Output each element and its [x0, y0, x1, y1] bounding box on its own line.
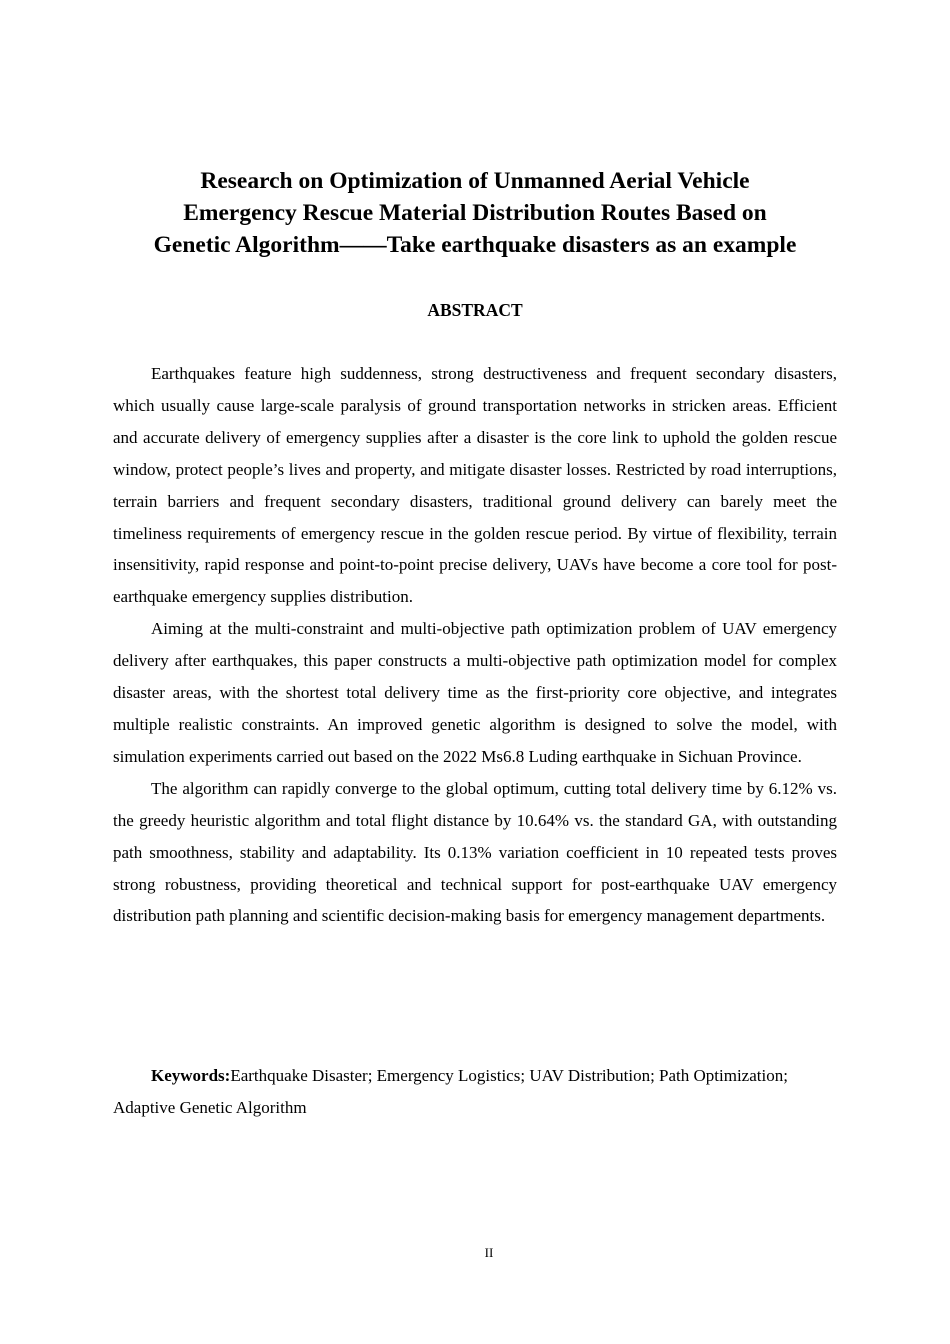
keywords-line [113, 1060, 837, 1124]
abstract-paragraph-1: Earthquakes feature high suddenness, strong destructiveness and frequent secondary disasters, which usually cause large-scale paralysis of ground transportation networks in stricken areas. Efficient and accurate delivery of emergency supplies after a disaster is the core link to uphold the golden rescue window, protect people’s lives and property, and mitigate disaster losses. Restricted by road interruptions, terrain barriers and frequent secondary disasters, traditional ground delivery can barely meet the timeliness requirements of emergency rescue in the golden rescue period. By virtue of flexibility, terrain insensitivity, rapid response and point-to-point precise delivery, UAVs have become a core tool for post-earthquake emergency supplies distribution. [113, 364, 837, 607]
abstract-paragraph-3: The algorithm can rapidly converge to the global optimum, cutting total delivery time by 6.12% vs. the greedy heuristic algorithm and total flight distance by 10.64% vs. the standard GA, with outstanding path smoothness, stability and adaptability. Its 0.13% variation coefficient in 10 repeated tests proves strong robustness, providing theoretical and technical support for post-earthquake UAV emergency distribution path planning and scientific decision-making basis for emergency management departments. [113, 778, 837, 926]
abstract-body [113, 358, 837, 932]
title-line-2: Emergency Rescue Material Distribution Routes Based on [183, 200, 767, 226]
abstract-heading: ABSTRACT [427, 300, 523, 320]
page-number: II [484, 1245, 494, 1260]
keywords-label: Keywords: [151, 1066, 231, 1085]
title-line-3: Genetic Algorithm——Take earthquake disasters as an example [153, 232, 797, 258]
abstract-paragraph-2: Aiming at the multi-constraint and multi-objective path optimization problem of UAV emergency delivery after earthquakes, this paper constructs a multi-objective path optimization model for complex disaster areas, with the shortest total delivery time as the first-priority core objective, and integrates multiple realistic constraints. An improved genetic algorithm is designed to solve the model, with simulation experiments carried out based on the 2022 Ms6.8 Luding earthquake in Sichuan Province. [113, 619, 837, 766]
keywords-text: Earthquake Disaster; Emergency Logistics; UAV Distribution; Path Optimization; Adaptive Genetic Algorithm [113, 1066, 788, 1117]
title-line-1: Research on Optimization of Unmanned Aerial Vehicle [200, 168, 750, 194]
paper-title [75, 165, 875, 261]
